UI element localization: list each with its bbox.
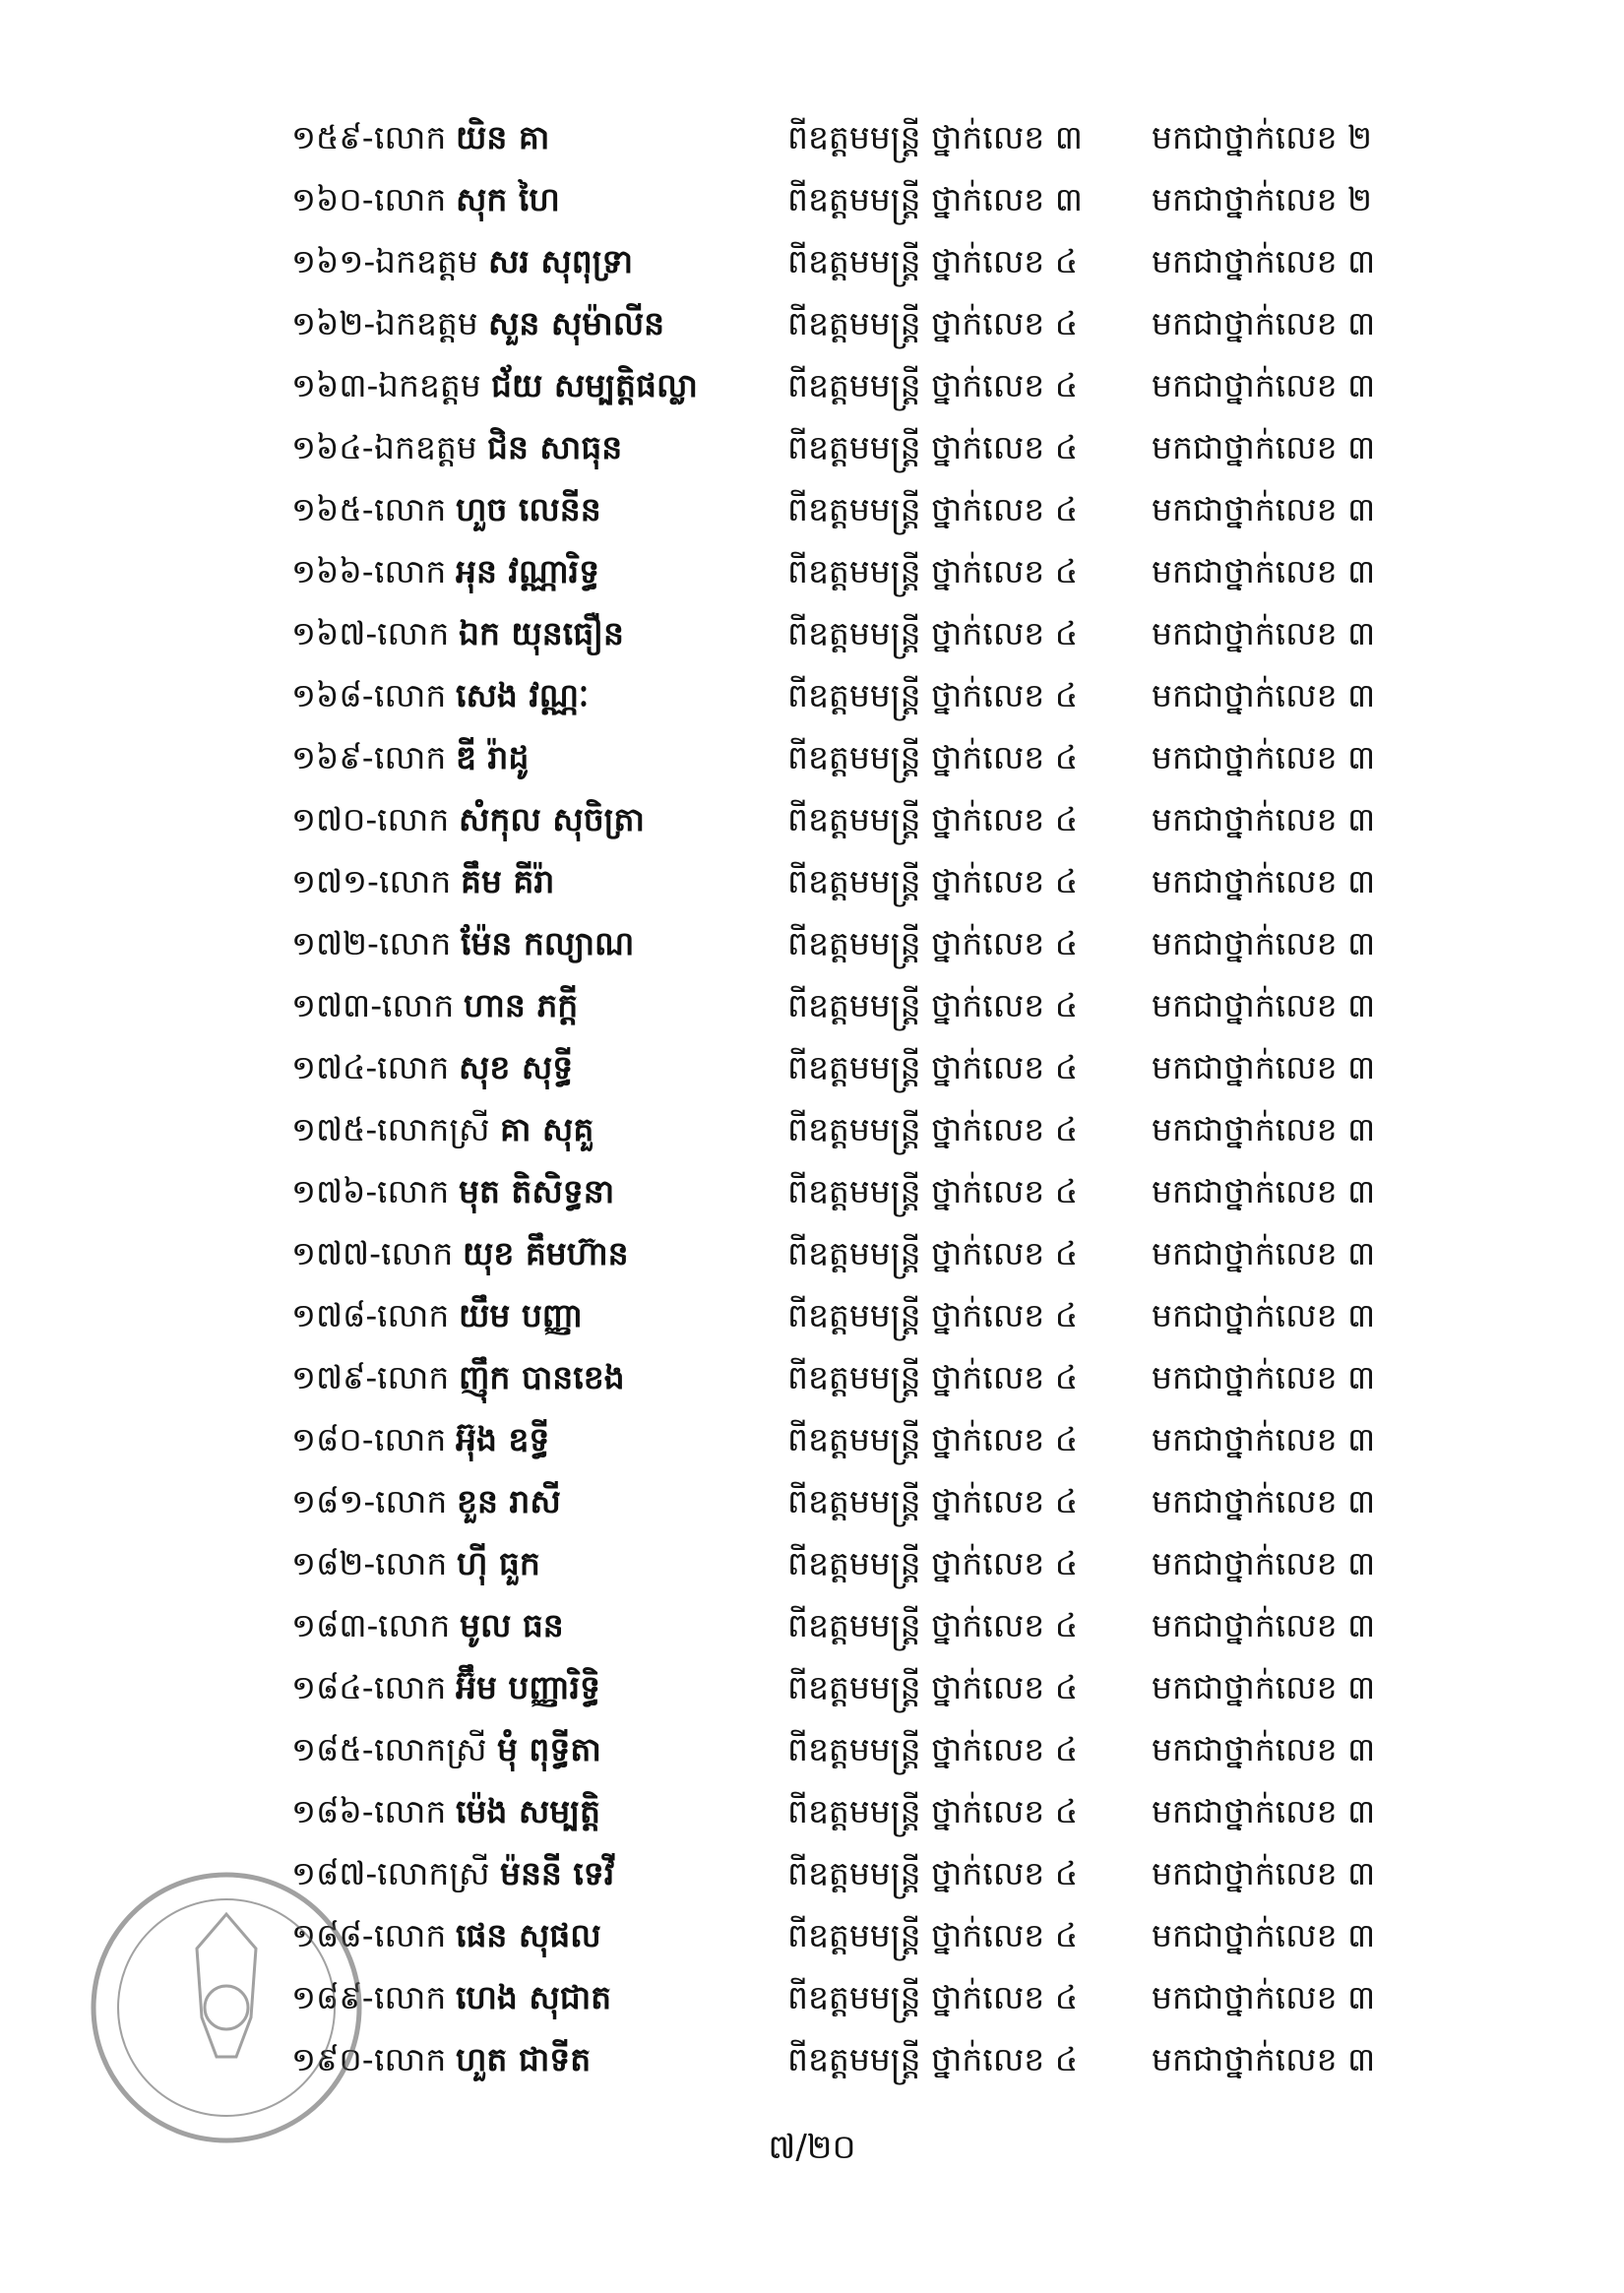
list-item xyxy=(0,733,1624,795)
entry-number: ១៨១- xyxy=(291,1482,376,1520)
entry-number: ១៨៧- xyxy=(291,1854,378,1892)
list-item xyxy=(0,795,1624,857)
list-item xyxy=(0,423,1624,485)
list-item xyxy=(0,1787,1624,1849)
entry-to-rank: មកជាថ្នាក់លេខ ៣ xyxy=(1152,428,1376,466)
entry-name: យុខ គឹមហ៊ាន xyxy=(463,1234,629,1272)
list-item xyxy=(0,1663,1624,1725)
entry-from-rank: ពីឧត្តមមន្ត្រី ថ្នាក់លេខ ៤ xyxy=(787,800,1079,838)
entry-to-rank: មកជាថ្នាក់លេខ ៣ xyxy=(1152,1420,1376,1458)
entry-to-rank: មកជាថ្នាក់លេខ ២ xyxy=(1152,118,1372,156)
entry-number: ១៦៤- xyxy=(291,428,374,466)
entry-number: ១៧៩- xyxy=(291,1358,378,1396)
entry-to-rank: មកជាថ្នាក់លេខ ៣ xyxy=(1152,1110,1376,1148)
entry-name: ខួន រាសី xyxy=(457,1482,561,1520)
list-item xyxy=(0,361,1624,423)
entry-name: ផេន សុផល xyxy=(456,1916,601,1954)
entry-from-rank: ពីឧត្តមមន្ត្រី ថ្នាក់លេខ ៤ xyxy=(787,1544,1079,1582)
entry-from-rank: ពីឧត្តមមន្ត្រី ថ្នាក់លេខ ៤ xyxy=(787,490,1079,528)
entry-name: សុក ហៃ xyxy=(456,180,560,218)
entry-title: ឯកឧត្តម xyxy=(375,242,478,280)
entry-title: លោក xyxy=(379,862,452,900)
entry-title: លោក xyxy=(378,1606,451,1644)
entry-title: លោក xyxy=(377,800,450,838)
entry-from-rank: ពីឧត្តមមន្ត្រី ថ្នាក់លេខ ៤ xyxy=(787,366,1079,404)
entry-title: លោក xyxy=(374,1916,447,1954)
entry-name: ញ៉ឹក បានខេង xyxy=(459,1358,625,1396)
entry-name: សេង វណ្ណៈ xyxy=(456,676,590,714)
entry-to-rank: មកជាថ្នាក់លេខ ៣ xyxy=(1152,1482,1376,1520)
list-item xyxy=(0,1353,1624,1415)
entry-to-rank: មកជាថ្នាក់លេខ ៣ xyxy=(1152,1854,1376,1892)
entry-from-rank: ពីឧត្តមមន្ត្រី ថ្នាក់លេខ ៤ xyxy=(787,1358,1079,1396)
entry-title: លោកស្រី xyxy=(377,1854,490,1892)
entry-title: ឯកឧត្តម xyxy=(375,304,478,342)
entry-name: ហ៊ី ធួក xyxy=(457,1544,540,1582)
entry-to-rank: មកជាថ្នាក់លេខ ៣ xyxy=(1152,1916,1376,1954)
entry-name: ឯក យុនធឿន xyxy=(459,614,624,652)
entry-from-rank: ពីឧត្តមមន្ត្រី ថ្នាក់លេខ ៤ xyxy=(787,552,1079,590)
list-item xyxy=(0,919,1624,981)
entry-number: ១៧៨- xyxy=(291,1296,378,1334)
list-item xyxy=(0,1539,1624,1601)
entry-to-rank: មកជាថ្នាក់លេខ ៣ xyxy=(1152,862,1376,900)
entry-name: មូល ធន xyxy=(460,1606,564,1644)
entry-to-rank: មកជាថ្នាក់លេខ ៣ xyxy=(1152,614,1376,652)
entry-to-rank: មកជាថ្នាក់លេខ ៣ xyxy=(1152,1730,1376,1768)
entry-title: លោក xyxy=(374,1668,447,1706)
entry-name: ម៉ែន កល្យាណ xyxy=(461,924,635,962)
entry-from-rank: ពីឧត្តមមន្ត្រី ថ្នាក់លេខ ៤ xyxy=(787,428,1079,466)
entry-to-rank: មកជាថ្នាក់លេខ ២ xyxy=(1152,180,1372,218)
entry-to-rank: មកជាថ្នាក់លេខ ៣ xyxy=(1152,924,1376,962)
entry-number: ១៧៥- xyxy=(291,1110,378,1148)
entry-from-rank: ពីឧត្តមមន្ត្រី ថ្នាក់លេខ ៤ xyxy=(787,1048,1079,1086)
list-item xyxy=(0,485,1624,547)
entry-name: សុខ សុទ្ធី xyxy=(459,1048,574,1086)
entry-from-rank: ពីឧត្តមមន្ត្រី ថ្នាក់លេខ ៤ xyxy=(787,614,1079,652)
entry-to-rank: មកជាថ្នាក់លេខ ៣ xyxy=(1152,1296,1376,1334)
entry-name: ហាន ភក្តី xyxy=(464,986,579,1024)
list-item xyxy=(0,1725,1624,1787)
entry-from-rank: ពីឧត្តមមន្ត្រី ថ្នាក់លេខ ៣ xyxy=(787,118,1083,156)
entry-number: ១៦១- xyxy=(291,242,376,280)
entry-from-rank: ពីឧត្តមមន្ត្រី ថ្នាក់លេខ ៤ xyxy=(787,738,1079,776)
page-number: ៧/២០ xyxy=(768,2128,856,2167)
list-item xyxy=(0,113,1624,175)
entry-to-rank: មកជាថ្នាក់លេខ ៣ xyxy=(1152,1358,1376,1396)
entry-number: ១៨៣- xyxy=(291,1606,379,1644)
entry-to-rank: មកជាថ្នាក់លេខ ៣ xyxy=(1152,1234,1376,1272)
entry-title: លោក xyxy=(374,1978,447,2016)
entry-to-rank: មកជាថ្នាក់លេខ ៣ xyxy=(1152,242,1376,280)
entry-from-rank: ពីឧត្តមមន្ត្រី ថ្នាក់លេខ ៤ xyxy=(787,1110,1079,1148)
entry-title: លោក xyxy=(374,180,447,218)
entry-name: ជ័យ សម្បត្តិផល្លា xyxy=(491,366,698,404)
entry-title: លោក xyxy=(374,738,447,776)
entry-name: អ៊ឹម បញ្ញារិទ្ធិ xyxy=(456,1668,601,1706)
appointment-list xyxy=(0,113,1624,2097)
entry-from-rank: ពីឧត្តមមន្ត្រី ថ្នាក់លេខ ៤ xyxy=(787,1792,1079,1830)
entry-name: យឹម បញ្ញា xyxy=(459,1296,584,1334)
entry-number: ១៨៨- xyxy=(291,1916,374,1954)
entry-from-rank: ពីឧត្តមមន្ត្រី ថ្នាក់លេខ ៤ xyxy=(787,986,1079,1024)
entry-from-rank: ពីឧត្តមមន្ត្រី ថ្នាក់លេខ ៤ xyxy=(787,1482,1079,1520)
entry-number: ១៦៦- xyxy=(291,552,374,590)
entry-from-rank: ពីឧត្តមមន្ត្រី ថ្នាក់លេខ ៤ xyxy=(787,242,1079,280)
entry-to-rank: មកជាថ្នាក់លេខ ៣ xyxy=(1152,490,1376,528)
list-item xyxy=(0,1167,1624,1229)
entry-title: លោក xyxy=(374,1792,447,1830)
entry-from-rank: ពីឧត្តមមន្ត្រី ថ្នាក់លេខ ៤ xyxy=(787,304,1079,342)
entry-title: លោក xyxy=(377,614,450,652)
entry-title: លោក xyxy=(375,1544,448,1582)
entry-name: ហេង សុជាត xyxy=(456,1978,612,2016)
entry-number: ១៦៩- xyxy=(291,738,374,776)
entry-number: ១៩០- xyxy=(291,2040,374,2078)
entry-title: លោក xyxy=(374,490,447,528)
list-item xyxy=(0,299,1624,361)
list-item xyxy=(0,237,1624,299)
entry-to-rank: មកជាថ្នាក់លេខ ៣ xyxy=(1152,986,1376,1024)
list-item xyxy=(0,981,1624,1043)
entry-title: លោក xyxy=(381,1234,454,1272)
entry-title: លោក xyxy=(377,1048,450,1086)
entry-number: ១៨៤- xyxy=(291,1668,374,1706)
list-item xyxy=(0,1229,1624,1291)
entry-title: លោក xyxy=(374,1420,447,1458)
entry-title: លោក xyxy=(374,118,447,156)
entry-to-rank: មកជាថ្នាក់លេខ ៣ xyxy=(1152,1668,1376,1706)
entry-from-rank: ពីឧត្តមមន្ត្រី ថ្នាក់លេខ ៤ xyxy=(787,1420,1079,1458)
entry-number: ១៨៩- xyxy=(291,1978,374,2016)
list-item xyxy=(0,1477,1624,1539)
list-item xyxy=(0,547,1624,609)
entry-name: ម៉េង សម្បត្តិ xyxy=(456,1792,601,1830)
entry-from-rank: ពីឧត្តមមន្ត្រី ថ្នាក់លេខ ៤ xyxy=(787,1172,1079,1210)
entry-title: លោកស្រី xyxy=(374,1730,487,1768)
entry-number: ១៧៧- xyxy=(291,1234,382,1272)
entry-from-rank: ពីឧត្តមមន្ត្រី ថ្នាក់លេខ ៣ xyxy=(787,180,1083,218)
entry-to-rank: មកជាថ្នាក់លេខ ៣ xyxy=(1152,1792,1376,1830)
entry-to-rank: មកជាថ្នាក់លេខ ៣ xyxy=(1152,1172,1376,1210)
entry-title: លោក xyxy=(377,1172,450,1210)
entry-name: មុត តិសិទ្ធនា xyxy=(459,1172,615,1210)
list-item xyxy=(0,175,1624,237)
entry-title: លោកស្រី xyxy=(377,1110,490,1148)
entry-number: ១៨៥- xyxy=(291,1730,374,1768)
entry-from-rank: ពីឧត្តមមន្ត្រី ថ្នាក់លេខ ៤ xyxy=(787,676,1079,714)
entry-title: លោក xyxy=(377,1296,450,1334)
entry-title: ឯកឧត្តម xyxy=(378,366,481,404)
entry-to-rank: មកជាថ្នាក់លេខ ៣ xyxy=(1152,2040,1376,2078)
entry-name: ហួច លេនីន xyxy=(456,490,601,528)
entry-number: ១៧២- xyxy=(291,924,379,962)
entry-from-rank: ពីឧត្តមមន្ត្រី ថ្នាក់លេខ ៤ xyxy=(787,1606,1079,1644)
entry-name: សួន សុម៉ាលីន xyxy=(488,304,665,342)
entry-to-rank: មកជាថ្នាក់លេខ ៣ xyxy=(1152,1606,1376,1644)
entry-from-rank: ពីឧត្តមមន្ត្រី ថ្នាក់លេខ ៤ xyxy=(787,2040,1079,2078)
royal-palace-stamp xyxy=(79,1870,492,2145)
entry-number: ១៦៨- xyxy=(291,676,374,714)
entry-number: ១៧៣- xyxy=(291,986,383,1024)
entry-to-rank: មកជាថ្នាក់លេខ ៣ xyxy=(1152,552,1376,590)
entry-from-rank: ពីឧត្តមមន្ត្រី ថ្នាក់លេខ ៤ xyxy=(787,1234,1079,1272)
entry-from-rank: ពីឧត្តមមន្ត្រី ថ្នាក់លេខ ៤ xyxy=(787,862,1079,900)
entry-number: ១៨៦- xyxy=(291,1792,374,1830)
entry-number: ១៦០- xyxy=(291,180,374,218)
entry-name: មុំ ពុទ្ធីតា xyxy=(497,1730,601,1768)
entry-number: ១៥៩- xyxy=(291,118,374,156)
entry-title: លោក xyxy=(382,986,455,1024)
entry-number: ១៧៦- xyxy=(291,1172,378,1210)
entry-name: ម៉ននី ទេវី xyxy=(500,1854,615,1892)
entry-number: ១៨២- xyxy=(291,1544,376,1582)
entry-from-rank: ពីឧត្តមមន្ត្រី ថ្នាក់លេខ ៤ xyxy=(787,1730,1079,1768)
entry-title: លោក xyxy=(379,924,452,962)
list-item xyxy=(0,1601,1624,1663)
entry-title: លោក xyxy=(374,552,447,590)
entry-from-rank: ពីឧត្តមមន្ត្រី ថ្នាក់លេខ ៤ xyxy=(787,1854,1079,1892)
entry-number: ១៦៧- xyxy=(291,614,378,652)
entry-title: លោក xyxy=(374,2040,447,2078)
entry-name: ជិន សាធុន xyxy=(487,428,623,466)
entry-number: ១៧៤- xyxy=(291,1048,378,1086)
entry-name: អ៊ុង ឧទ្ធី xyxy=(456,1420,550,1458)
entry-from-rank: ពីឧត្តមមន្ត្រី ថ្នាក់លេខ ៤ xyxy=(787,1296,1079,1334)
list-item xyxy=(0,671,1624,733)
entry-name: គឹម គីរ៉ា xyxy=(461,862,555,900)
entry-to-rank: មកជាថ្នាក់លេខ ៣ xyxy=(1152,366,1376,404)
entry-title: លោក xyxy=(377,1358,450,1396)
entry-to-rank: មកជាថ្នាក់លេខ ៣ xyxy=(1152,1048,1376,1086)
entry-to-rank: មកជាថ្នាក់លេខ ៣ xyxy=(1152,800,1376,838)
entry-number: ១៦២- xyxy=(291,304,376,342)
entry-to-rank: មកជាថ្នាក់លេខ ៣ xyxy=(1152,1544,1376,1582)
entry-name: សំកុល សុចិត្រា xyxy=(459,800,645,838)
entry-to-rank: មកជាថ្នាក់លេខ ៣ xyxy=(1152,676,1376,714)
entry-number: ១៧១- xyxy=(291,862,379,900)
entry-to-rank: មកជាថ្នាក់លេខ ៣ xyxy=(1152,304,1376,342)
entry-from-rank: ពីឧត្តមមន្ត្រី ថ្នាក់លេខ ៤ xyxy=(787,1916,1079,1954)
entry-number: ១៨០- xyxy=(291,1420,374,1458)
entry-name: អុន វណ្ណារិទ្ធ xyxy=(456,552,600,590)
entry-name: សរ សុពុទ្រា xyxy=(488,242,634,280)
entry-name: ហួត ជាទីត xyxy=(456,2040,592,2078)
entry-name: គា សុគួ xyxy=(500,1110,594,1148)
list-item xyxy=(0,1043,1624,1105)
entry-number: ១៦៥- xyxy=(291,490,374,528)
entry-to-rank: មកជាថ្នាក់លេខ ៣ xyxy=(1152,1978,1376,2016)
list-item xyxy=(0,609,1624,671)
entry-from-rank: ពីឧត្តមមន្ត្រី ថ្នាក់លេខ ៤ xyxy=(787,1978,1079,2016)
entry-title: ឯកឧត្តម xyxy=(374,428,477,466)
entry-number: ១៧០- xyxy=(291,800,378,838)
entry-title: លោក xyxy=(375,1482,448,1520)
entry-number: ១៦៣- xyxy=(291,366,379,404)
list-item xyxy=(0,1415,1624,1477)
list-item xyxy=(0,1291,1624,1353)
entry-name: យិន គា xyxy=(456,118,550,156)
entry-name: ឌី រ៉ាដូ xyxy=(456,738,530,776)
list-item xyxy=(0,1105,1624,1167)
entry-from-rank: ពីឧត្តមមន្ត្រី ថ្នាក់លេខ ៤ xyxy=(787,1668,1079,1706)
list-item xyxy=(0,857,1624,919)
entry-title: លោក xyxy=(374,676,447,714)
entry-to-rank: មកជាថ្នាក់លេខ ៣ xyxy=(1152,738,1376,776)
entry-from-rank: ពីឧត្តមមន្ត្រី ថ្នាក់លេខ ៤ xyxy=(787,924,1079,962)
